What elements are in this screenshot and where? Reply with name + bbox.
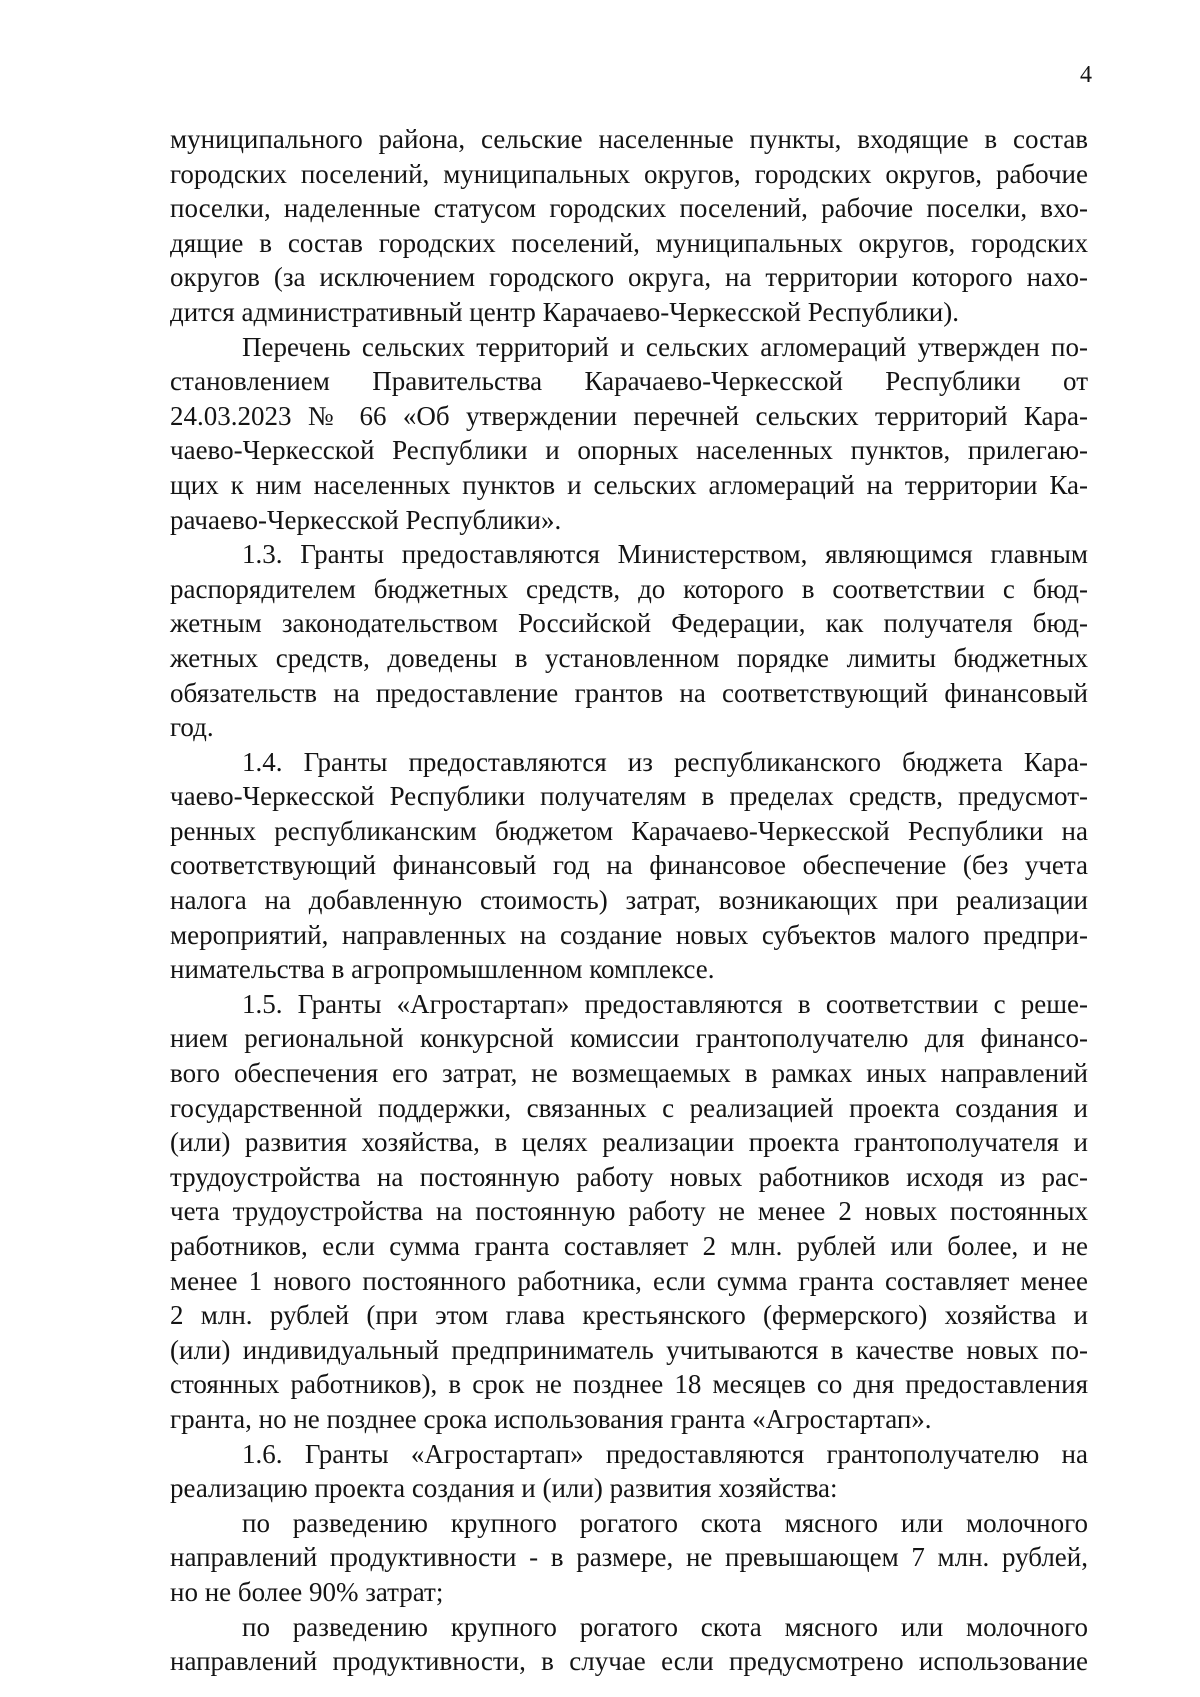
text-line: ренных республиканским бюджетом Карачаево-Черкесской Республики на	[170, 815, 1088, 846]
text-line: но не более 90% затрат;	[170, 1576, 444, 1607]
document-body	[170, 122, 1088, 1679]
text-line: дится административный центр Карачаево-Черкесской Республики).	[170, 296, 959, 327]
text-line: менее 1 нового постоянного работника, если сумма гранта составляет менее	[170, 1265, 1088, 1296]
text-line: муниципального района, сельские населенные пункты, входящие в состав	[170, 124, 1088, 154]
text-line: поселки, наделенные статусом городских поселений, рабочие поселки, вхо-	[170, 193, 1088, 224]
text-line: жетным законодательством Российской Федерации, как получателя бюд-	[170, 608, 1088, 639]
text-line: 2 млн. рублей (при этом глава крестьянского (фермерского) хозяйства и	[170, 1300, 1088, 1331]
text-line: нием региональной конкурсной комиссии грантополучателю для финансо-	[170, 1023, 1088, 1054]
paragraph	[170, 1437, 1088, 1506]
text-line: работников, если сумма гранта составляет 2 млн. рублей или более, и не	[170, 1231, 1088, 1261]
page-number: 4	[1080, 62, 1092, 88]
paragraph	[170, 537, 1088, 745]
text-line: округов (за исключением городского округа, на территории которого нахо-	[170, 262, 1088, 293]
text-line: соответствующий финансовый год на финансовое обеспечение (без учета	[170, 850, 1088, 881]
text-line: трудоустройства на постоянную работу новых работников исходя из рас-	[170, 1161, 1088, 1192]
text-line: по разведению крупного рогатого скота мясного или молочного	[242, 1611, 1088, 1642]
text-line: 1.5. Гранты «Агростартап» предоставляются в соответствии с реше-	[242, 988, 1088, 1019]
text-line: 1.4. Гранты предоставляются из республиканского бюджета Кара-	[242, 746, 1088, 777]
text-line: (или) развития хозяйства, в целях реализации проекта грантополучателя и	[170, 1127, 1088, 1158]
paragraph	[170, 745, 1088, 987]
paragraph	[170, 330, 1088, 538]
paragraph	[170, 987, 1088, 1437]
text-line: налога на добавленную стоимость) затрат, возникающих при реализации	[170, 885, 1088, 916]
text-line: городских поселений, муниципальных округов, городских округов, рабочие	[170, 158, 1088, 189]
text-line: дящие в состав городских поселений, муниципальных округов, городских	[170, 227, 1088, 258]
text-line: Перечень сельских территорий и сельских агломераций утвержден по-	[242, 331, 1088, 362]
text-line: (или) индивидуальный предприниматель учитываются в качестве новых по-	[170, 1334, 1088, 1365]
paragraph	[170, 1610, 1088, 1679]
text-line: направлений продуктивности, в случае если предусмотрено использование	[170, 1646, 1088, 1677]
text-line: обязательств на предоставление грантов на соответствующий финансовый	[170, 677, 1088, 708]
text-line: 24.03.2023 № 66 «Об утверждении перечней сельских территорий Кара-	[170, 400, 1088, 431]
text-line: 1.3. Гранты предоставляются Министерством, являющимся главным	[242, 539, 1088, 570]
text-line: стоянных работников), в срок не позднее 18 месяцев со дня предоставления	[170, 1369, 1088, 1400]
text-line: чета трудоустройства на постоянную работу не менее 2 новых постоянных	[170, 1196, 1088, 1227]
text-line: нимательства в агропромышленном комплексе.	[170, 954, 715, 985]
text-line: чаево-Черкесской Республики получателям в пределах средств, предусмот-	[170, 781, 1088, 812]
text-line: становлением Правительства Карачаево-Черкесской Республики от	[170, 366, 1088, 397]
text-line: мероприятий, направленных на создание новых субъектов малого предпри-	[170, 919, 1088, 950]
text-line: по разведению крупного рогатого скота мясного или молочного	[242, 1507, 1088, 1538]
text-line: год.	[170, 712, 214, 743]
text-line: жетных средств, доведены в установленном порядке лимиты бюджетных	[170, 642, 1088, 673]
text-line: чаево-Черкесской Республики и опорных населенных пунктов, прилегаю-	[170, 435, 1088, 466]
paragraph	[170, 1506, 1088, 1610]
text-line: вого обеспечения его затрат, не возмещаемых в рамках иных направлений	[170, 1058, 1088, 1089]
text-line: распорядителем бюджетных средств, до которого в соответствии с бюд-	[170, 573, 1088, 604]
text-line: государственной поддержки, связанных с реализацией проекта создания и	[170, 1092, 1088, 1123]
paragraph	[170, 122, 1088, 330]
text-line: гранта, но не позднее срока использования гранта «Агростартап».	[170, 1403, 932, 1434]
text-line: щих к ним населенных пунктов и сельских агломераций на территории Ка-	[170, 469, 1088, 500]
text-line: направлений продуктивности - в размере, не превышающем 7 млн. рублей,	[170, 1542, 1088, 1573]
text-line: реализацию проекта создания и (или) развития хозяйства:	[170, 1473, 838, 1504]
text-line: 1.6. Гранты «Агростартап» предоставляются грантополучателю на	[242, 1438, 1088, 1469]
text-line: рачаево-Черкесской Республики».	[170, 504, 562, 535]
